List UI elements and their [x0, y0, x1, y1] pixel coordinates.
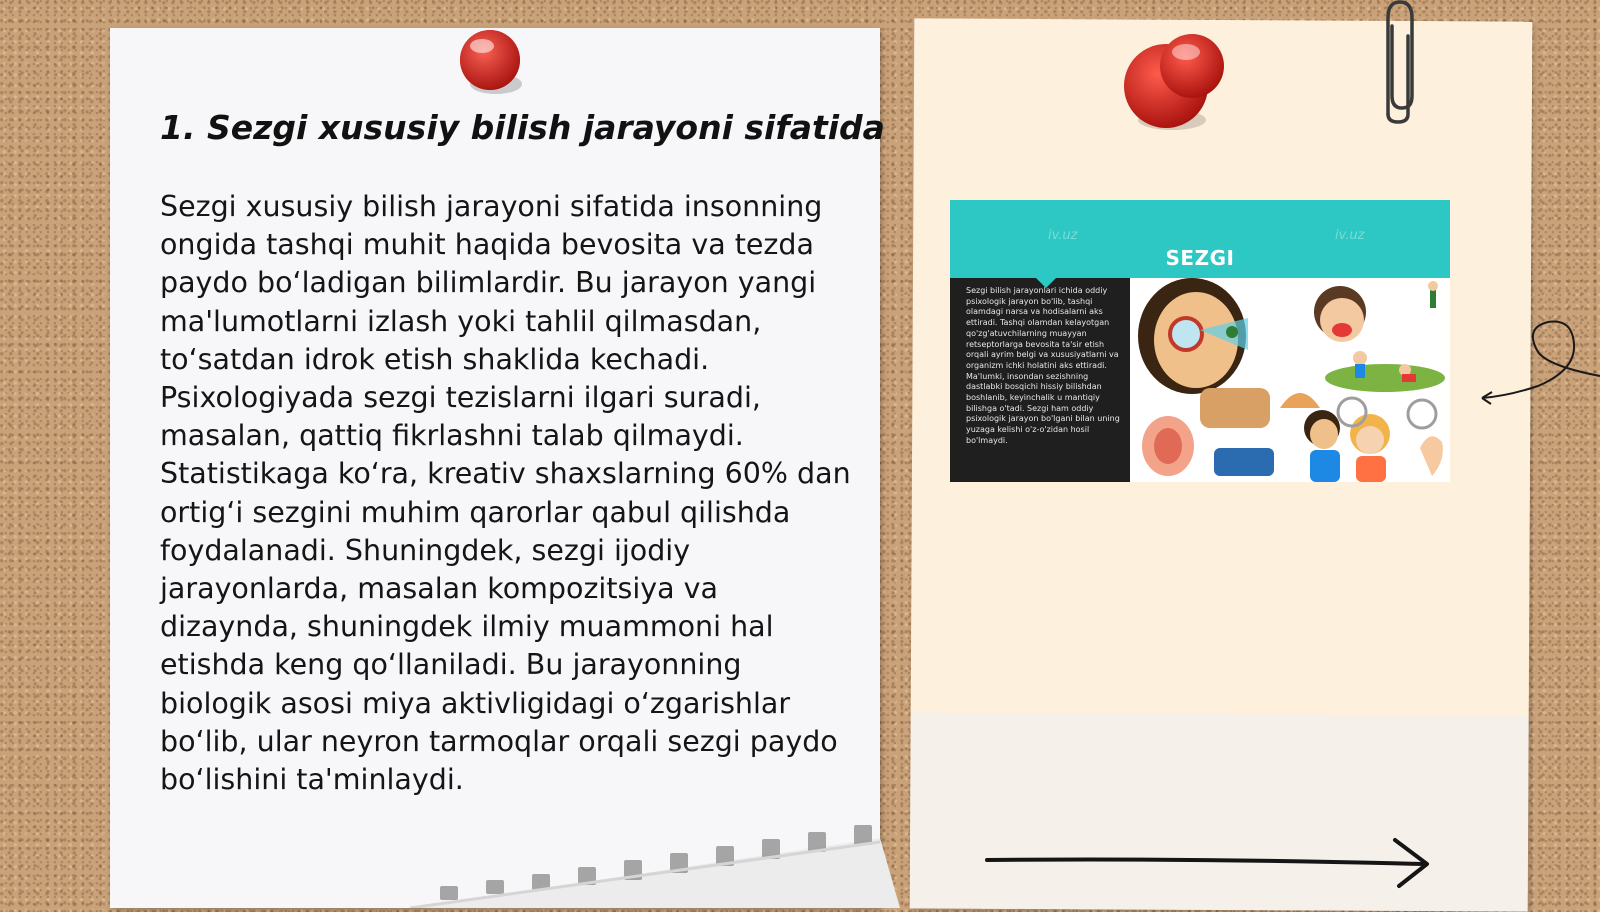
picture-watermark: iv.uz: [1335, 228, 1365, 243]
red-push-pin-icon: [452, 22, 532, 102]
note-title: 1. Sezgi xususiy bilish jarayoni sifatida: [160, 108, 885, 147]
picture-text-panel: [950, 278, 1130, 482]
picture-header-band: [950, 200, 1450, 278]
torn-paper-edge: [410, 798, 900, 908]
picture-pointer: [1036, 278, 1056, 288]
senses-illustration: [1130, 278, 1450, 482]
right-arrow-doodle-icon: [985, 836, 1445, 890]
note-body-text: Sezgi xususiy bilish jarayoni sifatida insonning ongida tashqi muhit haqida bevosita va tezda paydo bo‘ladigan bilimlardir. Bu jarayon yangi ma'lumotlarni izlash yoki tahlil qilmasdan, to‘satdan idrok etish shaklida kechadi. Psixologiyada sezgi tezislarni ilgari suradi, masalan, qattiq fikrlashni talab qilmaydi. Statistikaga ko‘ra, kreativ shaxslarning 60% dan ortig‘i sezgini muhim qarorlar qabul qilishda foydalanadi. Shuningdek, sezgi ijodiy jarayonlarda, masalan kompozitsiya va dizaynda, shuningdek ilmiy muammoni hal etishda keng qo‘llaniladi. Bu jarayonning biologik asosi miya aktivligidagi o‘zgarishlar bo‘lib, ular neyron tarmoqlar orqali sezgi paydo bo‘lishini ta'minlaydi.: [160, 190, 851, 797]
sezgi-picture: [950, 200, 1450, 482]
paper-clip-icon: [1376, 0, 1422, 126]
picture-title: SEZGI: [1165, 246, 1235, 270]
picture-panel-text: Sezgi bilish jarayonlari ichida oddiy psixologik jarayon bo'lib, tashqi olamdagi narsa va hodisalarni aks ettiradi. Tashqi olamdan kelayotgan qo'zg'atuvchilarning muayyan retseptorlarga bevosita ta'sir etish orqali ayrim belgi va xususiyatlarni va organizm ichki holatini aks ettiradi. Ma'lumki, insondan sezishning dastlabki bosqichi hissiy bilishdan boshlanib, keyinchalik u mantiqiy bilishga o'tadi. Sezgi ham oddiy psixologik jarayon bo'lgani bilan uning yuzaga kelishi o'z-o'zidan hosil bo'lmaydi.: [966, 286, 1120, 445]
loop-arrow-doodle-icon: [1478, 316, 1600, 406]
red-push-pin-icon: [1120, 30, 1230, 134]
picture-watermark: iv.uz: [1048, 228, 1078, 243]
left-note-paper: [110, 28, 885, 908]
